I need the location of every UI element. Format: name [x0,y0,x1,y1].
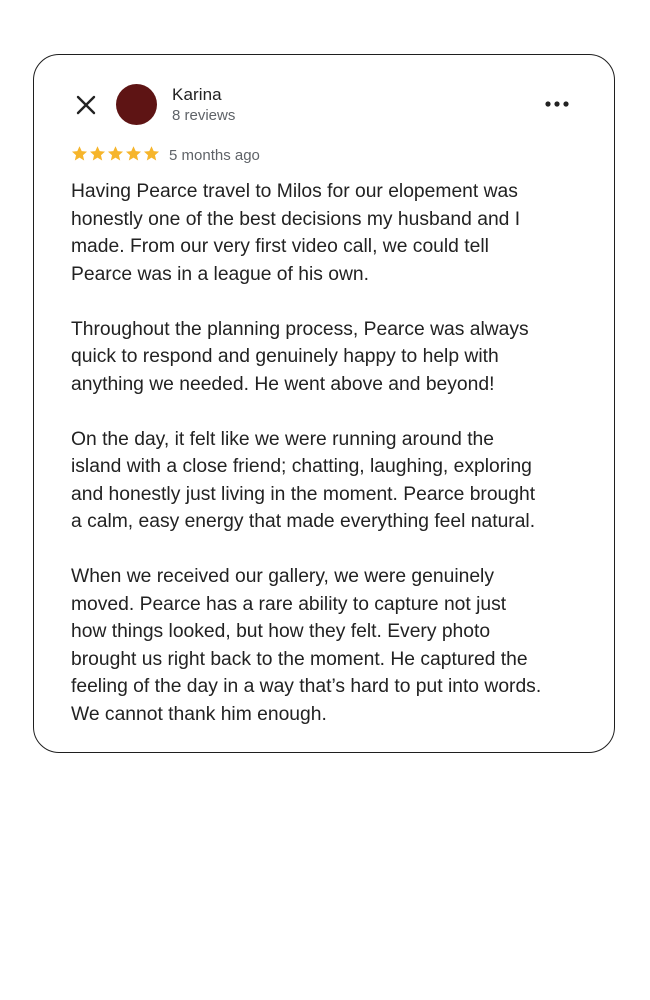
close-icon [74,93,98,117]
author-review-count: 8 reviews [172,107,236,124]
close-button[interactable] [74,93,98,117]
more-horizontal-icon [542,91,572,115]
review-body [71,178,581,728]
review-card [33,54,615,753]
review-paragraph: Having Pearce travel to Milos for our elopement was honestly one of the best decisions my husband and I made. From our very first video call, we could tell Pearce was in a league of his own. [71,181,521,285]
review-time: 5 months ago [169,147,260,164]
star-icon [125,145,142,162]
review-paragraph: When we received our gallery, we were genuinely moved. Pearce has a rare ability to capture not just how things looked, but how they felt. Every photo brought us right back to the moment. He captured the feeling of the day in a way that’s hard to put into words. We cannot thank him enough. [71,566,542,725]
star-icon [143,145,160,162]
star-icon [89,145,106,162]
star-rating [71,145,160,165]
avatar[interactable] [116,84,157,125]
review-paragraph: Throughout the planning process, Pearce was always quick to respond and genuinely happy to help with anything we needed. He went above and beyond! [71,318,529,395]
review-paragraph: On the day, it felt like we were running around the island with a close friend; chatting, laughing, exploring and honestly just living in the moment. Pearce brought a calm, easy energy that made everything feel natural. [71,428,536,532]
star-icon [71,145,88,162]
more-options-button[interactable] [542,91,572,115]
author-name[interactable]: Karina [172,85,222,104]
star-icon [107,145,124,162]
